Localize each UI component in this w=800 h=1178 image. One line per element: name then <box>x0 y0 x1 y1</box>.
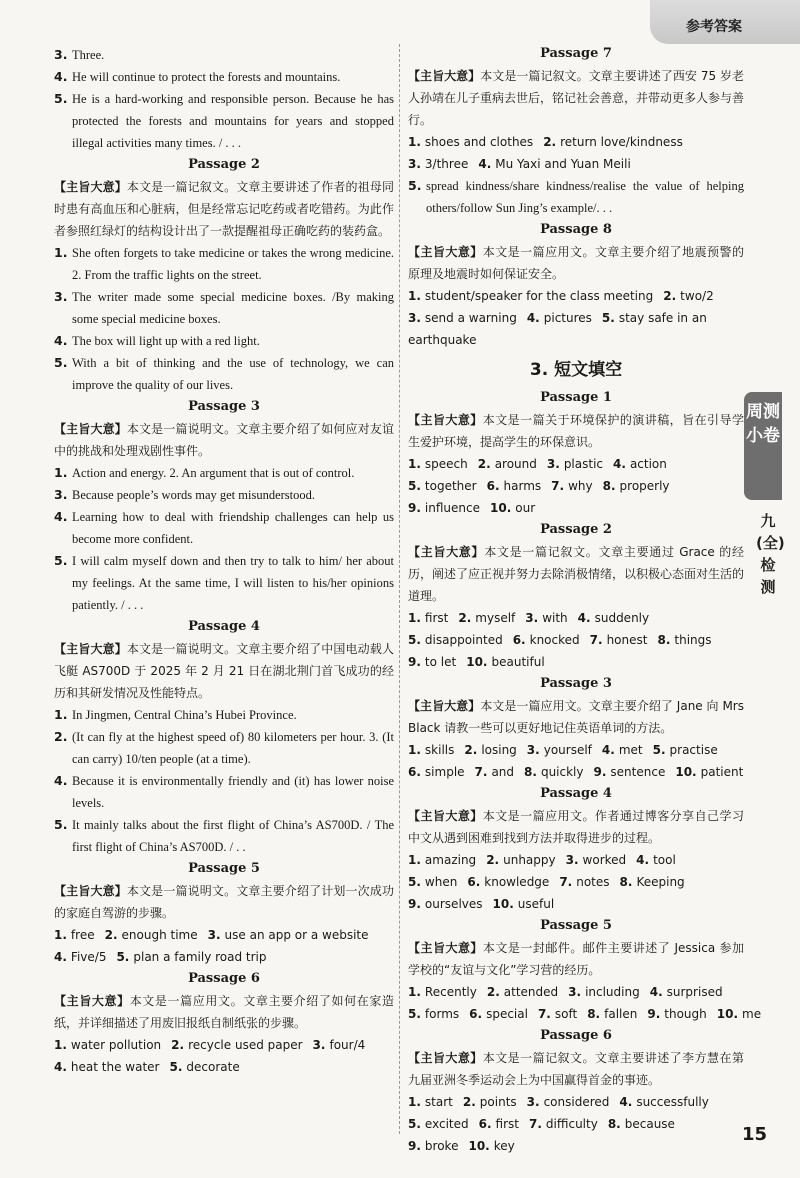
answer-item: 1. Action and energy. 2. An argument that is out of control. <box>54 465 355 480</box>
answer-number: 9. <box>408 1139 421 1153</box>
passage-heading: Passage 1 <box>540 390 612 405</box>
side-tab-weekly-test[interactable]: 周测小卷 <box>744 392 782 500</box>
answer-number: 3. <box>526 743 540 757</box>
answer-number: 3. <box>525 611 539 625</box>
answer-number: 6. <box>512 633 526 647</box>
answer-text: start <box>424 1095 453 1109</box>
answer-number: 10. <box>716 1007 739 1021</box>
summary-text: 【主旨大意】本文是一篇说明文。文章主要介绍了计划一次成功的家庭自驾游的步骤。 <box>54 884 394 920</box>
answer-text: including <box>585 985 640 999</box>
answer-text: because <box>624 1117 675 1131</box>
answer-text: points <box>479 1095 517 1109</box>
answer-number: 7. <box>537 1007 551 1021</box>
answer-number: 3. <box>408 311 421 325</box>
answer-number: 4. <box>54 1060 67 1074</box>
answer-number: 5. <box>408 479 421 493</box>
passage-heading: Passage 2 <box>188 157 260 172</box>
answer-row <box>408 1091 744 1113</box>
answer-text: though <box>664 1007 707 1021</box>
answer-number: 6. <box>469 1007 483 1021</box>
summary-text: 【主旨大意】本文是一篇说明文。文章主要介绍了中国电动载人飞艇 AS700D 于 2025 年 2 月 21 日在湖北荆门首飞成功的经历和其研发情况及性能特点。 <box>54 642 394 700</box>
answer-number: 1. <box>408 1095 421 1109</box>
answer-row <box>408 1135 744 1157</box>
answer-text: Five/5 <box>70 950 107 964</box>
passage-heading: Passage 5 <box>188 861 260 876</box>
passage-heading: Passage 4 <box>540 786 612 801</box>
answer-item: 3. Three. <box>54 47 105 62</box>
answer-number: 2. <box>486 985 500 999</box>
answer-number: 5. <box>601 311 615 325</box>
answer-text: soft <box>554 1007 578 1021</box>
answer-number: 2. <box>458 611 472 625</box>
answer-text: skills <box>424 743 455 757</box>
answer-text: properly <box>619 479 670 493</box>
answer-text: pictures <box>543 311 592 325</box>
answer-rows <box>54 1034 394 1078</box>
answer-text: around <box>494 457 537 471</box>
answer-row <box>408 849 744 871</box>
answer-text: Keeping <box>636 875 685 889</box>
answer-text: fallen <box>604 1007 638 1021</box>
answer-text: unhappy <box>503 853 556 867</box>
answer-number: 1. <box>408 985 421 999</box>
answer-row <box>408 307 744 351</box>
answer-rows <box>408 453 744 519</box>
answer-rows <box>408 739 744 783</box>
answer-text: disappointed <box>424 633 503 647</box>
summary-text: 【主旨大意】本文是一篇记叙文。文章主要讲述了作者的祖母同时患有高血压和心脏病，但是经常忘记吃药或者吃错药。为此作者参照红绿灯的结构设计出了一款提醒祖母正确吃药的装药盒。 <box>54 180 394 238</box>
answer-text: broke <box>424 1139 459 1153</box>
answer-item: 5. With a bit of thinking and the use of technology, we can improve the quality of our lives. <box>54 355 394 392</box>
side-tab-sublabel: 九(全)检测 <box>756 512 785 596</box>
answer-rows <box>408 607 744 673</box>
section-title: 3. 短文填空 <box>529 360 623 380</box>
answer-text: action <box>629 457 667 471</box>
answer-text: with <box>542 611 568 625</box>
answer-number: 6. <box>486 479 500 493</box>
answer-text: influence <box>424 501 480 515</box>
answer-text: heat the water <box>70 1060 160 1074</box>
answer-number: 2. <box>486 853 500 867</box>
summary-text: 【主旨大意】本文是一篇说明文。文章主要介绍了如何应对友谊中的挑战和处理戏剧性事件。 <box>54 422 394 458</box>
answer-number: 8. <box>657 633 671 647</box>
passage-heading: Passage 3 <box>540 676 612 691</box>
answer-text: difficulty <box>545 1117 598 1131</box>
answer-text: sentence <box>610 765 666 779</box>
answer-number: 8. <box>602 479 616 493</box>
answer-item: 5. I will calm myself down and then try to talk to him/ her about my feelings. At the same time, I will listen to his/her opinions patiently. / . . . <box>54 553 394 612</box>
answer-text: knowledge <box>484 875 550 889</box>
answer-number: 10. <box>468 1139 490 1153</box>
answer-text: when <box>424 875 458 889</box>
answer-text: stay safe in an earthquake <box>408 311 707 347</box>
answer-rows <box>408 285 744 351</box>
summary-text: 【主旨大意】本文是一篇记叙文。文章主要通过 Grace 的经历，阐述了应正视并努力去除消极情绪，以积极心态面对生活的道理。 <box>408 545 745 603</box>
answer-row <box>408 607 744 629</box>
answer-number: 1. <box>54 928 67 942</box>
answer-number: 10. <box>492 897 514 911</box>
answer-text: honest <box>606 633 648 647</box>
answer-text: recycle used paper <box>188 1038 303 1052</box>
answer-row <box>408 1113 744 1135</box>
answer-text: to let <box>424 655 457 669</box>
answer-number: 7. <box>529 1117 542 1131</box>
answer-row <box>408 629 744 651</box>
answer-item: 5. spread kindness/share kindness/realise the value of helping others/follow Sun Jing’s example/. . . <box>408 178 744 215</box>
answer-text: yourself <box>543 743 592 757</box>
answer-row <box>408 475 744 497</box>
passage-1-answers <box>54 44 394 154</box>
answer-number: 8. <box>524 765 537 779</box>
answer-item: 4. The box will light up with a red light. <box>54 333 260 348</box>
answer-text: Recently <box>424 985 477 999</box>
answer-number: 3. <box>546 457 560 471</box>
answer-text: return love/kindness <box>560 135 683 149</box>
answer-rows <box>408 849 744 915</box>
answer-number: 4. <box>619 1095 633 1109</box>
answer-number: 3. <box>408 157 421 171</box>
answer-number: 7. <box>559 875 573 889</box>
answer-row <box>408 453 744 475</box>
summary-text: 【主旨大意】本文是一封邮件。邮件主要讲述了 Jessica 参加学校的“友谊与文化”学习营的经历。 <box>408 941 744 977</box>
answer-text: patient <box>700 765 744 779</box>
answer-row <box>408 285 744 307</box>
answer-number: 8. <box>619 875 633 889</box>
answer-text: Mu Yaxi and Yuan Meili <box>495 157 631 171</box>
answer-item: 5. It mainly talks about the first flight of China’s AS700D. / The first flight of China’s AS700D. / . . <box>54 817 394 854</box>
answer-text: free <box>70 928 95 942</box>
answer-row <box>54 946 394 968</box>
answer-text: practise <box>669 743 718 757</box>
answer-number: 9. <box>593 765 607 779</box>
answer-row <box>408 131 744 153</box>
answer-text: suddenly <box>594 611 650 625</box>
answer-item: 4. He will continue to protect the forests and mountains. <box>54 69 341 84</box>
answer-number: 2. <box>464 743 478 757</box>
answer-text: special <box>486 1007 528 1021</box>
answer-text: beautiful <box>491 655 545 669</box>
answer-number: 7. <box>551 479 565 493</box>
answer-text: use an app or a website <box>224 928 369 942</box>
passage-heading: Passage 4 <box>188 619 260 634</box>
answer-number: 5. <box>408 633 421 647</box>
answer-number: 10. <box>675 765 697 779</box>
answer-text: student/speaker for the class meeting <box>424 289 654 303</box>
answer-item: 5. He is a hard-working and responsible person. Because he has protected the forests and mountains for years and stopped illegal activities many times. / . . . <box>54 91 394 150</box>
answer-row <box>408 497 744 519</box>
answer-number: 1. <box>54 1038 67 1052</box>
answer-item: 3. The writer made some special medicine boxes. /By making some special medicine boxes. <box>54 289 394 326</box>
answer-number: 5. <box>408 1117 421 1131</box>
answer-number: 6. <box>467 875 481 889</box>
answer-text: and <box>491 765 515 779</box>
answer-number: 4. <box>601 743 615 757</box>
answer-text: surprised <box>666 985 723 999</box>
answer-text: myself <box>475 611 516 625</box>
answer-number: 2. <box>171 1038 185 1052</box>
answer-row <box>408 761 744 783</box>
answer-number: 10. <box>466 655 488 669</box>
answer-item: 2. (It can fly at the highest speed of) 80 kilometers per hour. 3. (It can carry) 10/ten people (at a time). <box>54 729 394 766</box>
summary-text: 【主旨大意】本文是一篇应用文。文章主要介绍了地震预警的原理及地震时如何保证安全。 <box>408 245 744 281</box>
answer-text: send a warning <box>424 311 517 325</box>
answer-text: attended <box>503 985 559 999</box>
answer-row <box>408 153 744 175</box>
passage-heading: Passage 6 <box>188 971 260 986</box>
answer-number: 2. <box>462 1095 476 1109</box>
answer-number: 5. <box>169 1060 183 1074</box>
answer-number: 5. <box>408 875 421 889</box>
answer-row <box>408 1003 762 1025</box>
answer-number: 6. <box>408 765 421 779</box>
answer-number: 10. <box>490 501 512 515</box>
passage-heading: Passage 2 <box>540 522 612 537</box>
answer-number: 3. <box>526 1095 540 1109</box>
answer-text: enough time <box>121 928 198 942</box>
answer-text: harms <box>503 479 542 493</box>
answer-number: 4. <box>636 853 650 867</box>
answer-row <box>408 871 744 893</box>
answer-text: worked <box>582 853 627 867</box>
answer-rows <box>54 924 394 968</box>
answer-number: 9. <box>408 655 421 669</box>
passage-heading: Passage 3 <box>188 399 260 414</box>
answer-row <box>54 924 394 946</box>
answer-item: 1. In Jingmen, Central China’s Hubei Province. <box>54 707 297 722</box>
answer-number: 5. <box>652 743 666 757</box>
answer-row <box>408 981 744 1003</box>
passage-heading: Passage 5 <box>540 918 612 933</box>
answer-number: 4. <box>54 950 67 964</box>
answer-text: key <box>493 1139 515 1153</box>
answer-text: our <box>515 501 536 515</box>
answer-item: 4. Because it is environmentally friendly and (it) has lower noise levels. <box>54 773 394 810</box>
answer-text: speech <box>424 457 468 471</box>
answer-text: useful <box>517 897 555 911</box>
answer-number: 4. <box>526 311 540 325</box>
answer-text: first <box>495 1117 519 1131</box>
answer-number: 1. <box>408 743 421 757</box>
answer-text: plastic <box>563 457 604 471</box>
answer-rows <box>408 981 762 1025</box>
answer-text: water pollution <box>70 1038 162 1052</box>
answer-text: ourselves <box>424 897 483 911</box>
answer-text: simple <box>424 765 465 779</box>
answer-number: 8. <box>587 1007 601 1021</box>
summary-text: 【主旨大意】本文是一篇记叙文。文章主要讲述了西安 75 岁老人孙靖在儿子重病去世后，铭记社会善意，并带动更多人参与善行。 <box>408 69 745 127</box>
answer-number: 1. <box>408 135 421 149</box>
page-header-title: 参考答案 <box>686 19 742 35</box>
answer-number: 4. <box>649 985 663 999</box>
answer-text: excited <box>424 1117 469 1131</box>
column-divider <box>399 44 400 1134</box>
answer-text: together <box>424 479 477 493</box>
answer-item: 1. She often forgets to take medicine or takes the wrong medicine. 2. From the traffic lights on the street. <box>54 245 394 282</box>
summary-text: 【主旨大意】本文是一篇应用文。文章主要介绍了 Jane 向 Mrs Black 请教一些可以更好地记住英语单词的方法。 <box>408 699 744 735</box>
answer-number: 1. <box>408 611 421 625</box>
answer-text: things <box>674 633 712 647</box>
answer-text: forms <box>424 1007 460 1021</box>
answer-text: met <box>618 743 643 757</box>
answer-row <box>54 1056 394 1078</box>
answer-number: 2. <box>543 135 557 149</box>
answer-row <box>408 651 744 673</box>
answer-number: 7. <box>589 633 603 647</box>
answer-number: 3. <box>312 1038 326 1052</box>
answer-number: 4. <box>613 457 626 471</box>
answer-text: me <box>742 1007 762 1021</box>
answer-number: 4. <box>577 611 591 625</box>
answer-number: 1. <box>408 457 421 471</box>
answer-number: 2. <box>477 457 491 471</box>
summary-text: 【主旨大意】本文是一篇应用文。文章主要介绍了如何在家造纸，并详细描述了用废旧报纸自制纸张的步骤。 <box>54 994 394 1030</box>
answer-number: 7. <box>474 765 488 779</box>
left-column <box>54 44 394 1078</box>
answer-text: four/4 <box>329 1038 366 1052</box>
answer-text: why <box>568 479 593 493</box>
answer-number: 3. <box>565 853 579 867</box>
answer-text: amazing <box>424 853 477 867</box>
answer-text: losing <box>481 743 517 757</box>
answer-text: first <box>424 611 449 625</box>
answer-text: knocked <box>529 633 580 647</box>
answer-row <box>54 1034 394 1056</box>
answer-text: considered <box>543 1095 610 1109</box>
passage-heading: Passage 7 <box>540 46 612 61</box>
answer-row <box>408 893 744 915</box>
answer-number: 1. <box>408 289 421 303</box>
answer-text: notes <box>576 875 610 889</box>
answer-number: 1. <box>408 853 421 867</box>
page-number: 15 <box>742 1124 768 1145</box>
answer-number: 5. <box>116 950 130 964</box>
answer-number: 5. <box>408 1007 421 1021</box>
answer-rows <box>408 1091 744 1157</box>
answer-number: 6. <box>478 1117 492 1131</box>
answer-number: 9. <box>408 501 421 515</box>
answer-number: 8. <box>607 1117 621 1131</box>
passage-heading: Passage 6 <box>540 1028 612 1043</box>
answer-item: 4. Learning how to deal with friendship challenges can help us become more confident. <box>54 509 394 546</box>
answer-text: tool <box>653 853 676 867</box>
answer-row <box>408 739 744 761</box>
answer-number: 2. <box>663 289 677 303</box>
answer-text: successfully <box>636 1095 709 1109</box>
answer-text: 3/three <box>424 157 469 171</box>
answer-number: 3. <box>207 928 221 942</box>
summary-text: 【主旨大意】本文是一篇记叙文。文章主要讲述了李方慧在第九届亚洲冬季运动会上为中国赢得首金的事迹。 <box>408 1051 744 1087</box>
answer-text: decorate <box>186 1060 240 1074</box>
answer-text: quickly <box>540 765 584 779</box>
answer-text: two/2 <box>680 289 714 303</box>
summary-text: 【主旨大意】本文是一篇关于环境保护的演讲稿，旨在引导学生爱护环境，提高学生的环保意识。 <box>408 413 744 449</box>
answer-number: 2. <box>104 928 118 942</box>
answer-text: plan a family road trip <box>133 950 267 964</box>
answer-number: 4. <box>478 157 492 171</box>
answer-number: 3. <box>568 985 582 999</box>
answer-text: shoes and clothes <box>424 135 534 149</box>
answer-item: 3. Because people’s words may get misunderstood. <box>54 487 316 502</box>
passage-heading: Passage 8 <box>540 222 612 237</box>
summary-text: 【主旨大意】本文是一篇应用文。作者通过博客分享自己学习中文从遇到困难到找到方法并取得进步的过程。 <box>408 809 744 845</box>
answer-number: 9. <box>408 897 421 911</box>
answer-rows <box>408 131 744 175</box>
answer-number: 9. <box>647 1007 661 1021</box>
